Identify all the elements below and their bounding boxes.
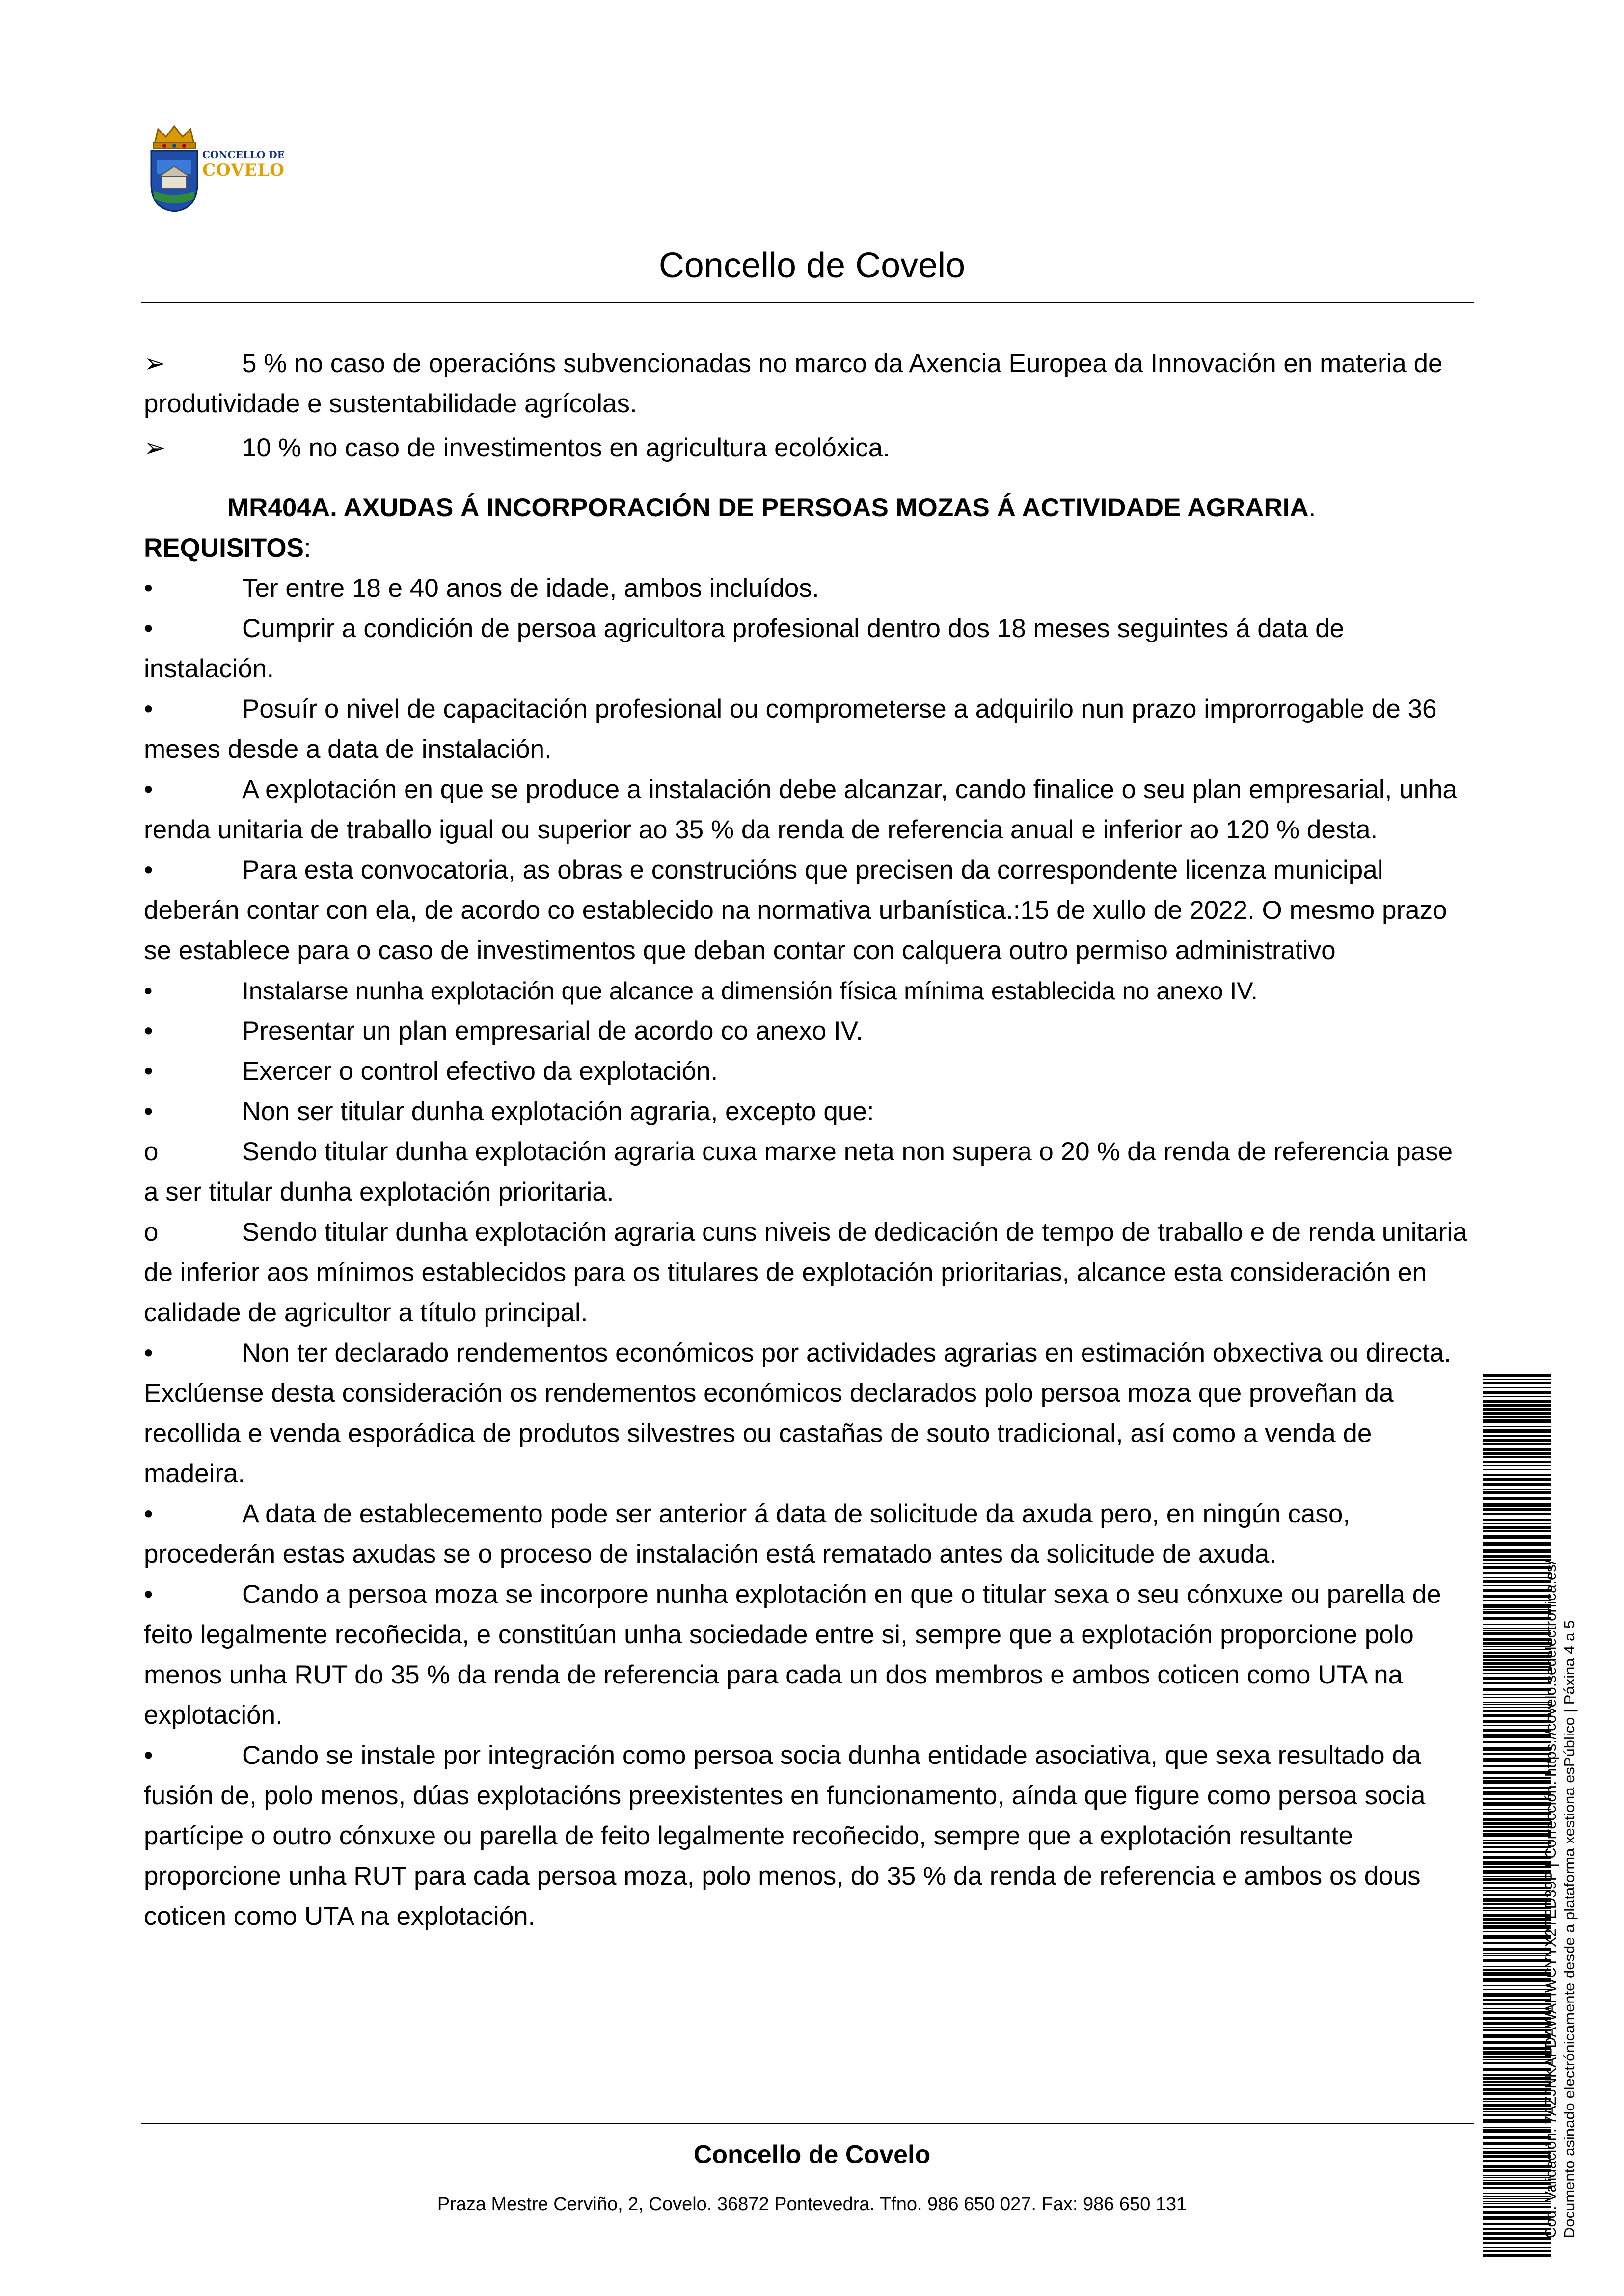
barcode-bar [1483,2193,1551,2194]
barcode-bar [1483,1771,1551,1774]
barcode-bar [1483,2104,1551,2107]
sub-list-item [144,1212,1472,1333]
barcode-bar [1483,1669,1551,1671]
barcode-bar [1483,1408,1551,1411]
arrow-bullet-icon: ➢ [144,433,166,462]
barcode-bar [1483,1702,1551,1703]
barcode-bar [1483,1508,1551,1511]
barcode-bar [1483,2108,1551,2110]
barcode-bar [1483,1469,1551,1470]
barcode-bar [1483,1846,1551,1848]
barcode-bar [1483,2136,1551,2139]
barcode-bar [1483,2216,1551,2220]
footer-address: Praza Mestre Cerviño, 2, Covelo. 36872 Pontevedra. Tfno. 986 650 027. Fax: 986 650 131 [437,2194,1187,2215]
barcode-bar [1483,1649,1551,1650]
barcode-bar [1483,1818,1551,1821]
barcode-bar [1483,1861,1551,1865]
section-heading-text: MR404A. AXUDAS Á INCORPORACIÓN DE PERSOAS MOZAS Á ACTIVIDADE AGRARIA [227,493,1309,522]
list-item [144,1051,1472,1092]
list-item-text: Ter entre 18 e 40 anos de idade, ambos incluídos. [242,574,819,603]
barcode-bar [1483,1910,1551,1911]
barcode-bar [1483,1925,1551,1929]
barcode-bar [1483,1617,1551,1620]
barcode-bar [1483,1673,1551,1674]
barcode-bar [1483,1809,1551,1810]
list-item-text: Sendo titular dunha explotación agraria cuxa marxe neta non supera o 20 % da renda de [242,1137,1267,1166]
list-item [144,1735,1472,1937]
barcode-bar [1483,1465,1551,1466]
barcode-bar [1483,2242,1551,2244]
barcode-bar [1483,2088,1551,2091]
sub-bullet-icon: o [144,1218,159,1247]
list-item [144,1092,1472,1132]
barcode-bar [1483,2051,1551,2055]
barcode-bar [1483,2111,1551,2112]
list-item [144,1575,1472,1735]
barcode-bar [1483,1374,1551,1377]
barcode-bar [1483,1842,1551,1844]
barcode-bar [1483,2092,1551,2095]
barcode-bar [1483,1890,1551,1891]
barcode-bar [1483,1382,1551,1384]
list-item-text-continued: obxectiva ou directa. Exclúense desta consideración os rendementos económicos declarados polo persoa moza que proveñan da recollida e venda esporádica de produtos silvestres ou castañas de souto tradicional, así como a venda de madeira. [144,1338,1451,1488]
bullet-icon: • [144,775,153,804]
barcode-bar [1483,2142,1551,2145]
barcode-bar [1483,2250,1551,2252]
list-item-text: A data de establecemento pode ser anterior á data de solicitude da axuda pero, en ningún [242,1499,1281,1528]
bullet-icon: • [144,977,153,1005]
barcode-bar [1483,1966,1551,1967]
barcode-bar [1483,2203,1551,2204]
list-item-text: 10 % no caso de investimentos en agricultura ecolóxica. [242,433,890,462]
barcode-bar [1483,1876,1551,1877]
list-item [144,971,1472,1011]
barcode-bar [1483,1503,1551,1507]
barcode-bar [1483,1741,1551,1743]
barcode-bar [1483,1969,1551,1971]
document-body [144,344,1472,1937]
bullet-icon: • [144,574,153,603]
section-heading: MR404A. AXUDAS Á INCORPORACIÓN DE PERSOAS MOZAS Á ACTIVIDADE AGRARIA. [227,493,1316,522]
barcode-bar [1483,1559,1551,1561]
barcode-bar [1483,1400,1551,1403]
list-item-text: Non ser titular dunha explotación agraria, excepto que: [242,1097,874,1126]
barcode-bar [1483,1999,1551,2001]
list-item [144,770,1472,850]
bullet-icon: • [144,1741,153,1770]
barcode-bar [1483,1725,1551,1726]
barcode-bar [1483,1985,1551,1986]
barcode-bar [1483,1866,1551,1868]
barcode-bar [1483,1443,1551,1445]
barcode-bar [1483,1922,1551,1924]
barcode-bar [1483,1526,1551,1529]
logo-text-concello: CONCELLO DE [202,149,285,160]
footer-title: Concello de Covelo [693,2140,931,2169]
barcode-bar [1483,1682,1551,1684]
barcode-bar [1483,1887,1551,1889]
barcode-bar [1483,1542,1551,1546]
list-item-text-continued: caso, procederán estas axudas se o proceso de instalación está rematado antes da solicitude de axuda. [144,1499,1351,1569]
barcode-bar [1483,1628,1551,1629]
list-item-text: Cando a persoa moza se incorpore nunha explotación en que o titular sexa o seu cónxuxe [242,1580,1284,1609]
barcode-bar [1483,1978,1551,1982]
barcode-bar [1483,2228,1551,2230]
list-item-text-continued: empresarial, unha renda unitaria de traballo igual ou superior ao 35 % da renda de referencia anual e inferior ao 120 % desta. [144,775,1458,844]
list-item [144,609,1472,689]
barcode-bar [1483,2160,1551,2162]
barcode-bar [1483,2074,1551,2076]
barcode-bar [1483,1898,1551,1902]
barcode-bar [1483,1630,1551,1631]
sub-list-item [144,1132,1472,1212]
barcode-bar [1483,2008,1551,2009]
barcode-bar [1483,2148,1551,2149]
barcode-bar [1483,1894,1551,1896]
list-item [144,850,1472,971]
list-item-text-continued: ou parella de feito legalmente recoñecida, e constitúan unha sociedade entre si, sempre que a explotación proporcione polo menos unha RUT do 35 % da renda de referencia para cada un dos membros e ambos coticen como UTA na explotación. [144,1580,1441,1730]
barcode-bar [1483,2165,1551,2168]
barcode-bar [1483,1652,1551,1654]
barcode-bar [1483,1907,1551,1909]
barcode-bar [1483,2169,1551,2172]
barcode-bar [1483,1666,1551,1668]
barcode-bar [1483,2059,1551,2060]
barcode-bar [1483,1677,1551,1680]
barcode-bar [1483,1870,1551,1874]
barcode-bar [1483,1993,1551,1997]
requisitos-heading: REQUISITOS: [144,534,311,562]
barcode-bar [1483,1523,1551,1524]
list-item [144,344,1472,424]
barcode-bar [1483,1822,1551,1825]
barcode-bar [1483,1812,1551,1815]
list-item [144,1333,1472,1494]
barcode-bar [1483,1734,1551,1738]
barcode-bar [1483,1972,1551,1976]
list-item-text: Posuír o nivel de capacitación profesional ou comprometerse a adquirilo nun prazo [242,694,1197,723]
barcode-bar [1483,2017,1551,2020]
barcode-bar [1483,1491,1551,1494]
barcode-bar [1483,2237,1551,2240]
barcode-bar [1483,1758,1551,1762]
barcode-bar [1483,2198,1551,2199]
barcode-bar [1483,2114,1551,2116]
barcode-bar [1483,1604,1551,1608]
barcode-bar [1483,2232,1551,2235]
barcode-bar [1483,2177,1551,2178]
list-item-text: Sendo titular dunha explotación agraria cuns niveis de dedicación de tempo de traballo e [242,1218,1265,1247]
bullet-icon: • [144,1338,153,1367]
barcode-bar [1483,1595,1551,1598]
barcode-bar [1483,1379,1551,1380]
barcode-bar [1483,2029,1551,2031]
barcode-bar [1483,2056,1551,2058]
barcode-bar [1483,1461,1551,1463]
barcode-bar [1483,1931,1551,1932]
barcode-bar [1483,1914,1551,1917]
list-item-text-continued: materia de produtividade e sustentabilidade agrícolas. [144,349,1443,418]
barcode-bar [1483,2223,1551,2225]
barcode-bar [1483,1611,1551,1614]
barcode-bar [1483,1530,1551,1532]
barcode-bar [1483,1955,1551,1956]
barcode-bar [1483,1710,1551,1712]
barcode-bar [1483,1572,1551,1574]
barcode-bar [1483,1439,1551,1442]
validation-stamp [1542,1560,1579,2238]
barcode-bar [1483,2187,1551,2189]
barcode-bar [1483,1833,1551,1837]
barcode-bar [1483,1483,1551,1486]
list-item-text: Cumprir a condición de persoa agricultora profesional dentro dos 18 meses seguintes á [242,614,1250,643]
list-item-text-continued: de renda unitaria de inferior aos mínimos establecidos para os titulares de explotación prioritarias, alcance esta consideración en calidade de agricultor a título principal. [144,1218,1467,1327]
barcode-bar [1483,1780,1551,1784]
barcode-bar [1483,2119,1551,2123]
bullet-icon: • [144,1499,153,1528]
list-item-text-continued: referencia pase a ser titular dunha explotación prioritaria. [144,1137,1453,1206]
barcode-bar [1483,2034,1551,2038]
barcode-bar [1483,1878,1551,1881]
barcode-bar [1483,1642,1551,1645]
barcode-bar [1483,1802,1551,1806]
barcode-bar [1483,1513,1551,1515]
barcode-bar [1483,1697,1551,1698]
list-item [144,689,1472,770]
barcode-bar [1483,1791,1551,1795]
barcode-bar [1483,2155,1551,2158]
barcode-bar [1483,1662,1551,1665]
bullet-icon: • [144,855,153,884]
bullet-icon: • [144,1016,153,1045]
barcode-bar [1483,2180,1551,2181]
barcode-bar [1483,2206,1551,2208]
barcode-bar [1483,1456,1551,1458]
footer-divider [141,2123,1474,2124]
barcode-bar [1483,1918,1551,1921]
list-item-text: A explotación en que se produce a instalación debe alcanzar, cando finalice o seu plan [242,775,1242,804]
barcode-bar [1483,1549,1551,1553]
barcode-bar [1483,2062,1551,2064]
barcode-bar [1483,2101,1551,2102]
list-item [144,428,1472,468]
concello-logo [147,125,295,214]
barcode-bar [1483,1729,1551,1732]
list-item-text: Instalarse nunha explotación que alcance a dimensión física mínima establecida no anexo IV. [242,977,1258,1005]
page-header-title: Concello de Covelo [658,246,966,285]
barcode-bar [1483,1452,1551,1455]
barcode-bar [1483,1566,1551,1569]
barcode-bar [1483,1387,1551,1388]
list-item [144,1011,1472,1051]
barcode-bar [1483,1589,1551,1592]
barcode-bar [1483,1391,1551,1394]
barcode-bar [1483,1580,1551,1583]
barcode-bar [1483,1753,1551,1755]
header-divider [141,302,1474,303]
barcode-bar [1483,1935,1551,1939]
barcode-bar [1483,1448,1551,1451]
list-item [144,568,1472,609]
barcode-bar [1483,2151,1551,2154]
barcode-bar [1483,1429,1551,1433]
barcode-bar [1483,1765,1551,1767]
barcode-bar [1483,1882,1551,1884]
list-item-text-continued: municipal deberán contar con ela, de acordo co establecido na normativa urbanística.:15 de xullo de 2022. O mesmo prazo se establece para o caso de investimentos que deban contar con calquera outro permiso administrativo [144,855,1447,965]
barcode-bar [1483,2182,1551,2185]
barcode-bar [1483,2247,1551,2248]
barcode-bar [1483,1948,1551,1951]
barcode-bar [1483,1404,1551,1407]
barcode-bar [1483,1707,1551,1708]
barcode-bar [1483,1519,1551,1521]
barcode-bar [1483,1474,1551,1476]
barcode-bar [1483,2077,1551,2080]
barcode-bar [1483,1959,1551,1962]
barcode-bar [1483,2068,1551,2071]
barcode-bar [1483,1851,1551,1853]
barcode-bar [1483,2175,1551,2176]
barcode-bar [1483,1830,1551,1832]
logo-text-covelo: COVELO [202,160,285,180]
barcode-bar [1483,2127,1551,2128]
barcode-bar [1483,2129,1551,2133]
validation-signature-note: Documento asinado electrónicamente desde a plataforma xestiona esPúblico | Páxina 4 a 5 [1561,1620,1578,2238]
barcode-bar [1483,1953,1551,1954]
barcode-bar [1483,2196,1551,2197]
barcode-bar [1483,1903,1551,1905]
barcode-bar [1483,2081,1551,2083]
barcode-bar [1483,1478,1551,1481]
barcode-bar [1483,2201,1551,2202]
barcode-bar [1483,2011,1551,2014]
barcode-bar [1483,1535,1551,1539]
bullet-icon: • [144,694,153,723]
barcode-bar [1483,2027,1551,2028]
requirements-list [144,568,1472,1937]
list-item [144,1494,1472,1575]
list-item-text: Non ter declarado rendementos económicos por actividades agrarias en estimación [242,1338,1206,1367]
requisitos-label: REQUISITOS [144,534,304,562]
barcode-bar [1483,2022,1551,2025]
list-item-text-continued: improrrogable de 36 meses desde a data de instalación. [144,694,1437,764]
barcode-bar [1483,1840,1551,1841]
bullet-icon: • [144,1057,153,1086]
barcode-icon [1483,1374,1551,2258]
barcode-bar [1483,1419,1551,1423]
barcode-bar [1483,1638,1551,1641]
barcode-bar [1483,1714,1551,1717]
barcode-bar [1483,1563,1551,1564]
arrow-bullet-icon: ➢ [144,349,166,378]
barcode-bar [1483,1435,1551,1437]
barcode-bar [1483,1655,1551,1658]
coat-of-arms-icon [147,125,201,214]
list-item-text: Exercer o control efectivo da explotación. [242,1057,718,1086]
barcode-bar [1483,1412,1551,1415]
barcode-bar [1483,1787,1551,1789]
barcode-bar [1483,1585,1551,1586]
barcode-bar [1483,1688,1551,1691]
barcode-bar [1483,2041,1551,2044]
barcode-bar [1483,1416,1551,1418]
barcode-bar [1483,1426,1551,1427]
list-item-text-continued: data de instalación. [144,614,1345,683]
barcode-bar [1483,1659,1551,1661]
validation-code: Cod. Validación: 7AZJNKAFDAWAHWCYYX2TED39P | Corrección: https://covelo.sedelectronica.es/ [1542,1560,1559,2238]
barcode-bar [1483,1720,1551,1723]
barcode-bar [1483,1694,1551,1695]
barcode-bar [1483,1747,1551,1751]
barcode-bar [1483,2047,1551,2050]
bullet-icon: • [144,1580,153,1609]
barcode-bar [1483,1826,1551,1828]
barcode-bar [1483,1704,1551,1705]
barcode-bar [1483,1609,1551,1610]
barcode-bar [1483,1942,1551,1944]
barcode-bar [1483,1555,1551,1558]
barcode-bar [1483,1577,1551,1578]
list-item-text: Presentar un plan empresarial de acordo co anexo IV. [242,1016,863,1045]
barcode-bar [1483,1798,1551,1800]
barcode-bar [1483,2084,1551,2086]
barcode-bar [1483,1497,1551,1500]
list-item-text: 5 % no caso de operacións subvencionadas no marco da Axencia Europea da Innovación en [242,349,1313,378]
barcode-bar [1483,1777,1551,1779]
barcode-bar [1483,2098,1551,2100]
list-item-text: Para esta convocatoria, as obras e construcións que precisen da correspondente licenza [242,855,1266,884]
barcode-bar [1483,1489,1551,1490]
barcode-bar [1483,2003,1551,2005]
bullet-icon: • [144,1097,153,1126]
barcode-bar [1483,1646,1551,1647]
barcode-bar [1483,1632,1551,1635]
list-item-text-continued: resultado da fusión de, polo menos, dúas explotacións preexistentes en funcionamento, aínda que figure como persoa socia partícipe o outro cónxuxe ou parella de feito legalmente recoñecido, sempre que a explotación resultante proporcione unha RUT para cada persoa moza, polo menos, do 35 % da renda de referencia e ambos os dous coticen como UTA na explotación. [144,1741,1426,1931]
barcode-bar [1483,1396,1551,1397]
barcode-bar [1483,1624,1551,1625]
list-item-text: Cando se instale por integración como persoa socia dunha entidade asociativa, que sexa [242,1741,1271,1770]
barcode-bar [1483,2254,1551,2257]
barcode-bar [1483,2211,1551,2214]
barcode-bar [1483,1989,1551,1990]
barcode-bar [1483,1600,1551,1601]
sub-bullet-icon: o [144,1137,159,1166]
bullet-icon: • [144,614,153,643]
barcode-bar [1483,1856,1551,1859]
